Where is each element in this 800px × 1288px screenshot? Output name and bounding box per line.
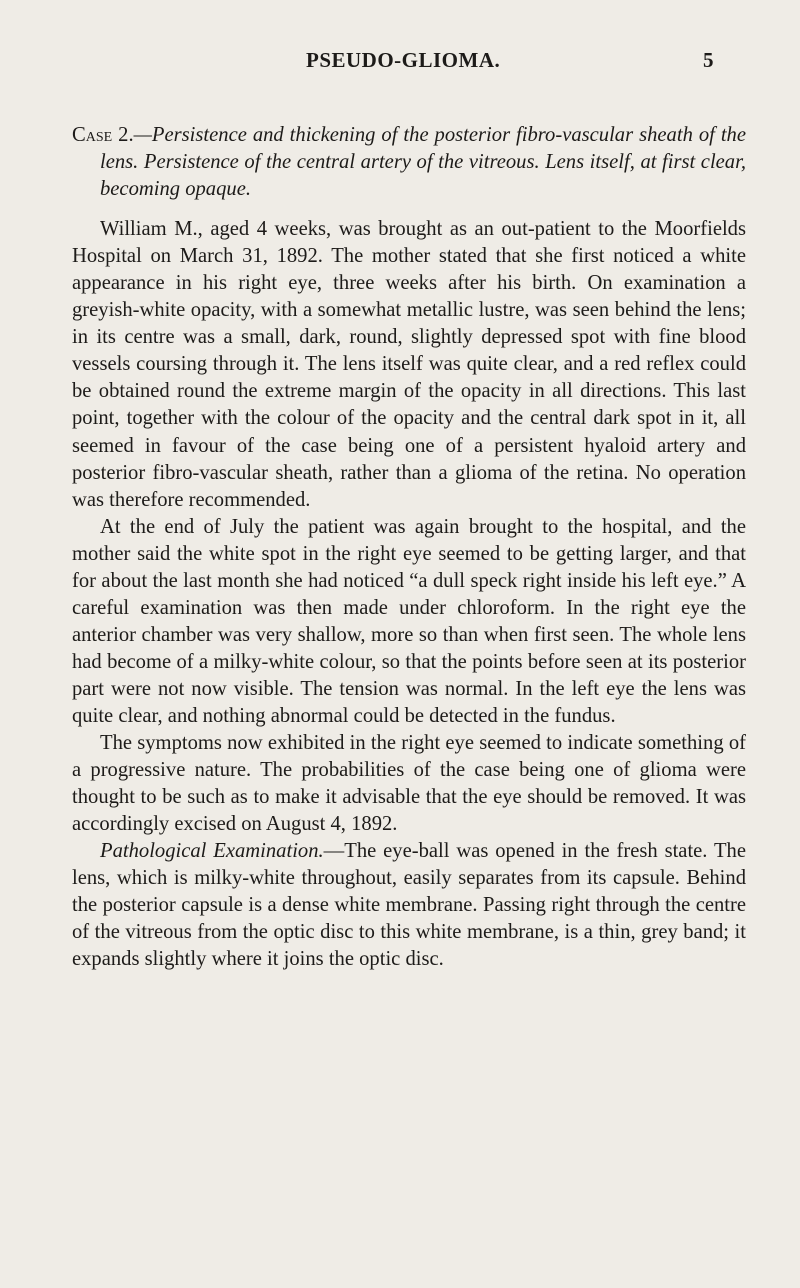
pathological-paragraph bbox=[72, 838, 746, 973]
paragraph: The symptoms now exhibited in the right eye seemed to indicate something of a progressive nature. The probabilities of the case being one of glioma were thought to be such as to make it advisable that the eye should be removed. It was accordingly excised on August 4, 1892. bbox=[72, 732, 746, 836]
case-label: Case 2. bbox=[72, 124, 134, 146]
page-body bbox=[72, 122, 746, 973]
page-number: 5 bbox=[703, 48, 714, 72]
paragraph: At the end of July the patient was again brought to the hospital, and the mother said the white spot in the right eye seemed to be getting larger, and that for about the last month she had noticed “a dull speck right inside his left eye.” A careful examination was then made under chloroform. In the right eye the anterior chamber was very shallow, more so than when first seen. The whole lens had become of a milky-white colour, so that the points before seen at its posterior part were not now visible. The tension was normal. In the left eye the lens was quite clear, and nothing abnormal could be detected in the fundus. bbox=[72, 515, 746, 727]
case-title: —Persistence and thickening of the posterior fibro-vascular sheath of the lens. Persistence of the central artery of the vitreous. Lens itself, at first clear, becoming opaque. bbox=[100, 124, 746, 201]
paragraph: William M., aged 4 weeks, was brought as an out-patient to the Moorfields Hospital on March 31, 1892. The mother stated that she first noticed a white appearance in his right eye, three weeks after his birth. On examination a greyish-white opacity, with a somewhat metallic lustre, was seen behind the lens; in its centre was a small, dark, round, slightly depressed spot with fine blood vessels coursing through it. The lens itself was quite clear, and a red reflex could be obtained round the extreme margin of the opacity in all directions. This last point, together with the colour of the opacity and the central dark spot in it, all seemed in favour of the case being one of a persistent hyaloid artery and posterior fibro-vascular sheath, rather than a glioma of the retina. No operation was therefore recommended. bbox=[72, 218, 746, 511]
case-heading bbox=[72, 122, 746, 203]
running-title: PSEUDO-GLIOMA. bbox=[306, 48, 501, 72]
pathological-text: —The eye-ball was opened in the fresh state. The lens, which is milky-white throughout, easily separates from its capsule. Behind the posterior capsule is a dense white membrane. Passing right through the centre of the vitreous from the optic disc to this white membrane, is a thin, grey band; it expands slightly where it joins the optic disc. bbox=[72, 840, 746, 971]
running-head bbox=[0, 48, 800, 78]
pathological-lead: Pathological Examination. bbox=[100, 840, 324, 863]
